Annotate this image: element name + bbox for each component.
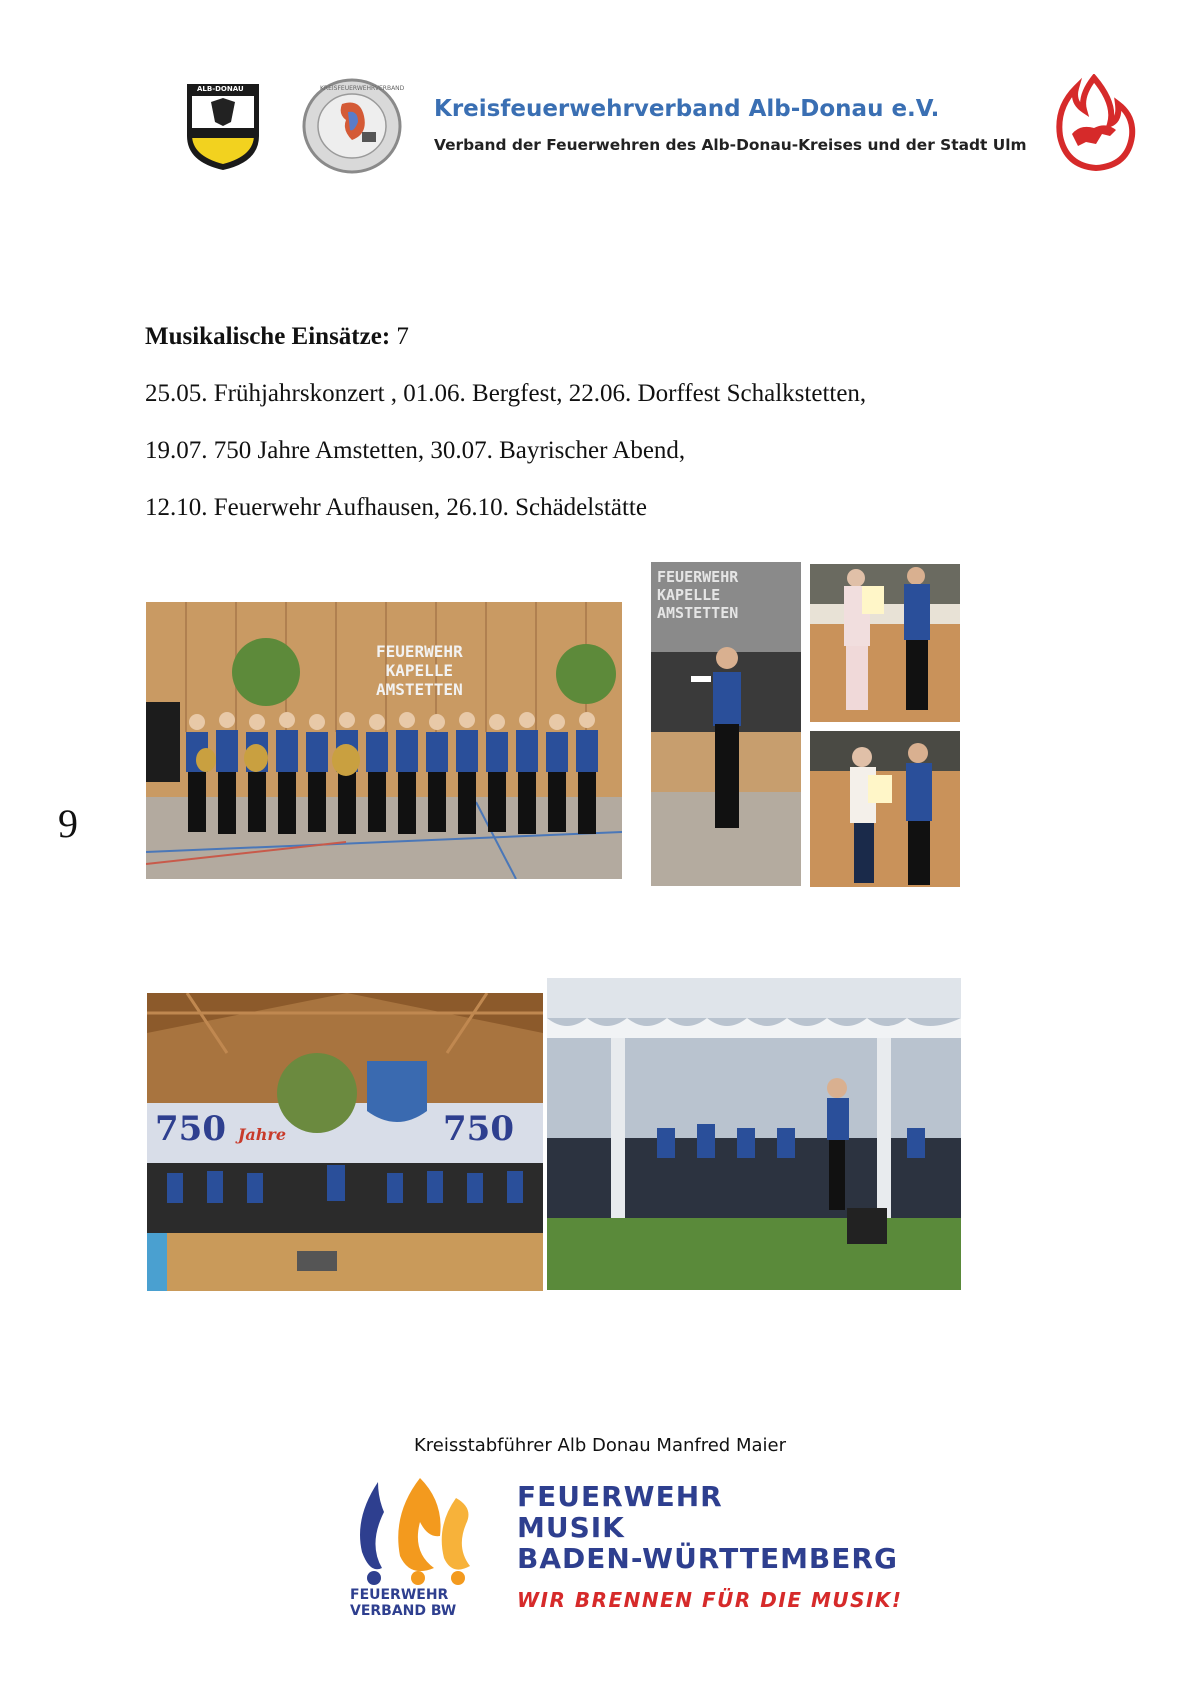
fm-line-3: BADEN-WÜRTTEMBERG	[517, 1542, 898, 1575]
stage-banner-number-2: 750	[443, 1109, 514, 1149]
org-title: Kreisfeuerwehrverband Alb-Donau e.V.	[434, 96, 940, 122]
award-photo-top	[810, 564, 960, 722]
conductor-banner-2: KAPELLE	[657, 586, 721, 604]
banner-line-1: FEUERWEHR	[376, 642, 463, 661]
fv-line-2: VERBAND BW	[350, 1603, 457, 1619]
district-crest-logo	[183, 80, 263, 172]
band-banner	[376, 642, 463, 699]
tent-concert-photo	[547, 978, 961, 1290]
stage-banner-number: 750	[155, 1109, 226, 1149]
fm-slogan: WIR BRENNEN FÜR DIE MUSIK!	[517, 1588, 903, 1612]
award-photo-bottom	[810, 731, 960, 887]
stage-banner-left	[155, 1109, 286, 1149]
event-line-1: 25.05. Frühjahrskonzert , 01.06. Bergfest, 22.06. Dorffest Schalkstetten,	[145, 380, 867, 407]
seal-text: KREISFEUERWEHRVERBAND	[320, 85, 405, 92]
conductor-banner	[657, 568, 738, 622]
org-subtitle: Verband der Feuerwehren des Alb-Donau-Kreises und der Stadt Ulm	[434, 136, 1027, 154]
banner-line-3: AMSTETTEN	[376, 680, 463, 699]
heading-line	[145, 323, 409, 351]
stage-banner-script: Jahre	[237, 1125, 287, 1144]
flame-lion-logo	[1050, 74, 1136, 172]
conductor-banner-3: AMSTETTEN	[657, 604, 739, 622]
crest-text: ALB-DONAU	[197, 85, 244, 93]
stage-750-photo	[147, 993, 543, 1291]
conductor-photo	[651, 562, 801, 886]
heading-value: 7	[396, 323, 409, 350]
heading-label: Musikalische Einsätze:	[145, 323, 391, 350]
credit-line: Kreisstabführer Alb Donau Manfred Maier	[414, 1435, 786, 1456]
stage-banner-right	[443, 1109, 514, 1149]
band-group-photo	[146, 602, 622, 879]
fm-line-1: FEUERWEHR	[517, 1480, 723, 1513]
event-line-3: 12.10. Feuerwehr Aufhausen, 26.10. Schädelstätte	[145, 494, 647, 521]
association-seal-logo	[302, 78, 405, 174]
fm-line-2: MUSIK	[517, 1511, 625, 1544]
feuerwehr-musik-flames-logo	[348, 1478, 482, 1586]
conductor-banner-1: FEUERWEHR	[657, 568, 739, 586]
event-line-2: 19.07. 750 Jahre Amstetten, 30.07. Bayrischer Abend,	[145, 437, 686, 464]
page-number: 9	[58, 801, 78, 846]
banner-line-2: KAPELLE	[385, 661, 454, 680]
fv-line-1: FEUERWEHR	[350, 1587, 449, 1603]
